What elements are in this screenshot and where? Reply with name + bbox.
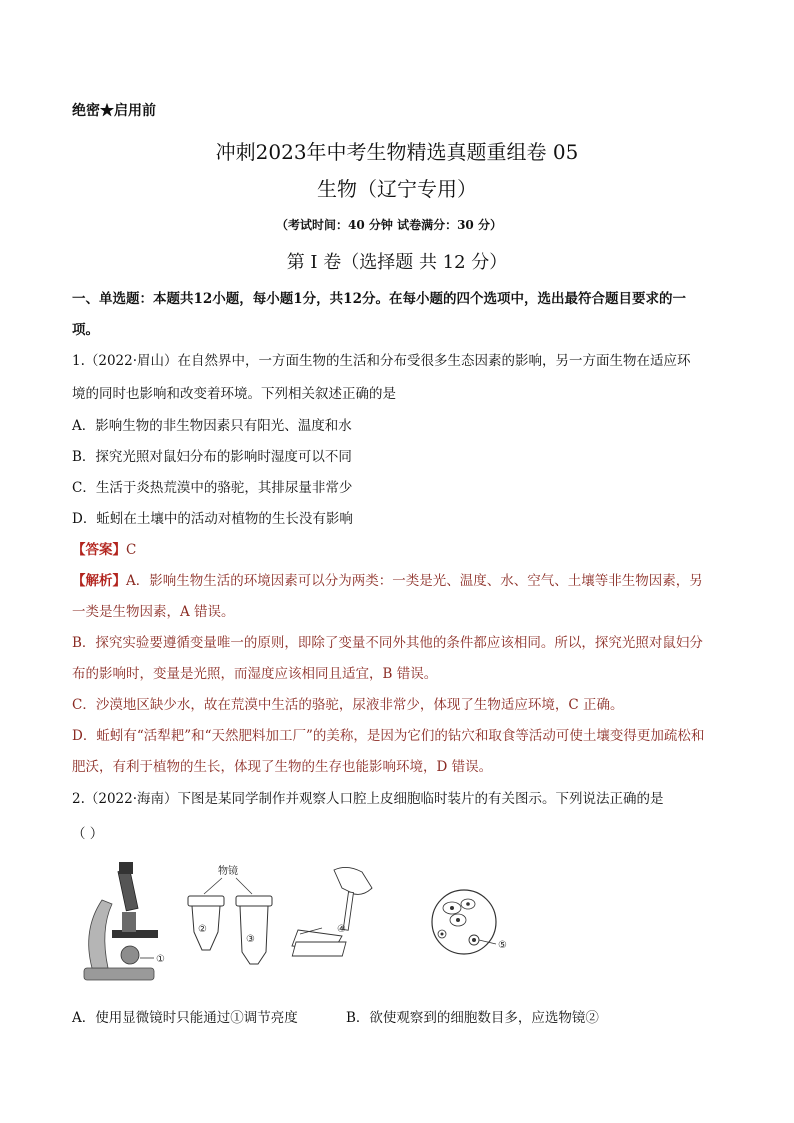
- cell-view-circle: [432, 890, 507, 954]
- section-instruction-line2: 项。: [72, 322, 99, 338]
- analysis-text: A．影响生物生活的环境因素可以分为两类：一类是光、温度、水、空气、土壤等非生物因素，另: [126, 573, 703, 589]
- q1-stem-line1: 1.（2022·眉山）在自然界中，一方面生物的生活和分布受很多生态因素的影响，另一方面生物在适应环: [72, 353, 691, 369]
- q2-answer-blank: （ ）: [72, 826, 104, 842]
- figure-label-5: ⑤: [498, 940, 507, 951]
- q1-analysis-line7: 肥沃，有利于植物的生长，体现了生物的生存也能影响环境，D 错误。: [72, 759, 493, 775]
- q1-option-d: D．蚯蚓在土壤中的活动对植物的生长没有影响: [72, 511, 353, 527]
- q1-option-a: A．影响生物的非生物因素只有阳光、温度和水: [72, 418, 352, 434]
- q1-analysis-line6: D．蚯蚓有“活犁耙”和“天然肥料加工厂”的美称，是因为它们的钻穴和取食等活动可使土壤变得更加疏松和: [72, 728, 705, 744]
- analysis-label: 【解析】: [72, 573, 126, 589]
- microscope-icon: [84, 862, 165, 980]
- q2-option-a: A．使用显微镜时只能通过①调节亮度: [72, 1010, 298, 1026]
- figure-label-3: ③: [246, 934, 255, 945]
- page-subtitle: 生物（辽宁专用）: [317, 177, 477, 201]
- page-title: 冲刺2023年中考生物精选真题重组卷 05: [215, 140, 579, 164]
- figure-label-1: ①: [156, 954, 165, 965]
- q1-analysis-line3: B．探究实验要遵循变量唯一的原则，即除了变量不同外其他的条件都应该相同。所以，探究光照对鼠妇分: [72, 635, 703, 651]
- microscope-figure: [72, 860, 532, 985]
- q1-option-c: C．生活于炎热荒漠中的骆驼，其排尿量非常少: [72, 480, 353, 496]
- q1-answer: [72, 541, 136, 559]
- exam-info: （考试时间：40 分钟 试卷满分：30 分）: [276, 218, 502, 232]
- volume-heading: 第 I 卷（选择题 共 12 分）: [286, 252, 508, 273]
- answer-value: C: [126, 542, 137, 558]
- dropper-slide-illustration: [292, 867, 372, 956]
- q1-analysis-line4: 布的影响时，变量是光照，而湿度应该相同且适宜，B 错误。: [72, 666, 438, 682]
- q1-analysis-line2: 一类是生物因素，A 错误。: [72, 604, 235, 620]
- figure-label-2: ②: [198, 924, 207, 935]
- q1-option-b: B．探究光照对鼠妇分布的影响时湿度可以不同: [72, 449, 352, 465]
- figure-label-4: ④: [337, 924, 346, 935]
- q1-analysis-line5: C．沙漠地区缺少水，故在荒漠中生活的骆驼，尿液非常少，体现了生物适应环境，C 正确。: [72, 697, 624, 713]
- q1-analysis-line1: [72, 572, 703, 590]
- q2-option-b: B．欲使观察到的细胞数目多，应选物镜②: [346, 1010, 599, 1026]
- figure-label-objective: 物镜: [218, 866, 238, 877]
- answer-label: 【答案】: [72, 542, 126, 558]
- section-instruction-line1: 一、单选题：本题共12小题，每小题1分，共12分。在每小题的四个选项中，选出最符合题目要求的一: [72, 291, 686, 307]
- q2-stem-line1: 2.（2022·海南）下图是某同学制作并观察人口腔上皮细胞临时装片的有关图示。下列说法正确的是: [72, 791, 664, 807]
- objective-lenses: [188, 864, 272, 964]
- q1-stem-line2: 境的同时也影响和改变着环境。下列相关叙述正确的是: [72, 386, 396, 402]
- secret-label: 绝密★启用前: [72, 103, 156, 119]
